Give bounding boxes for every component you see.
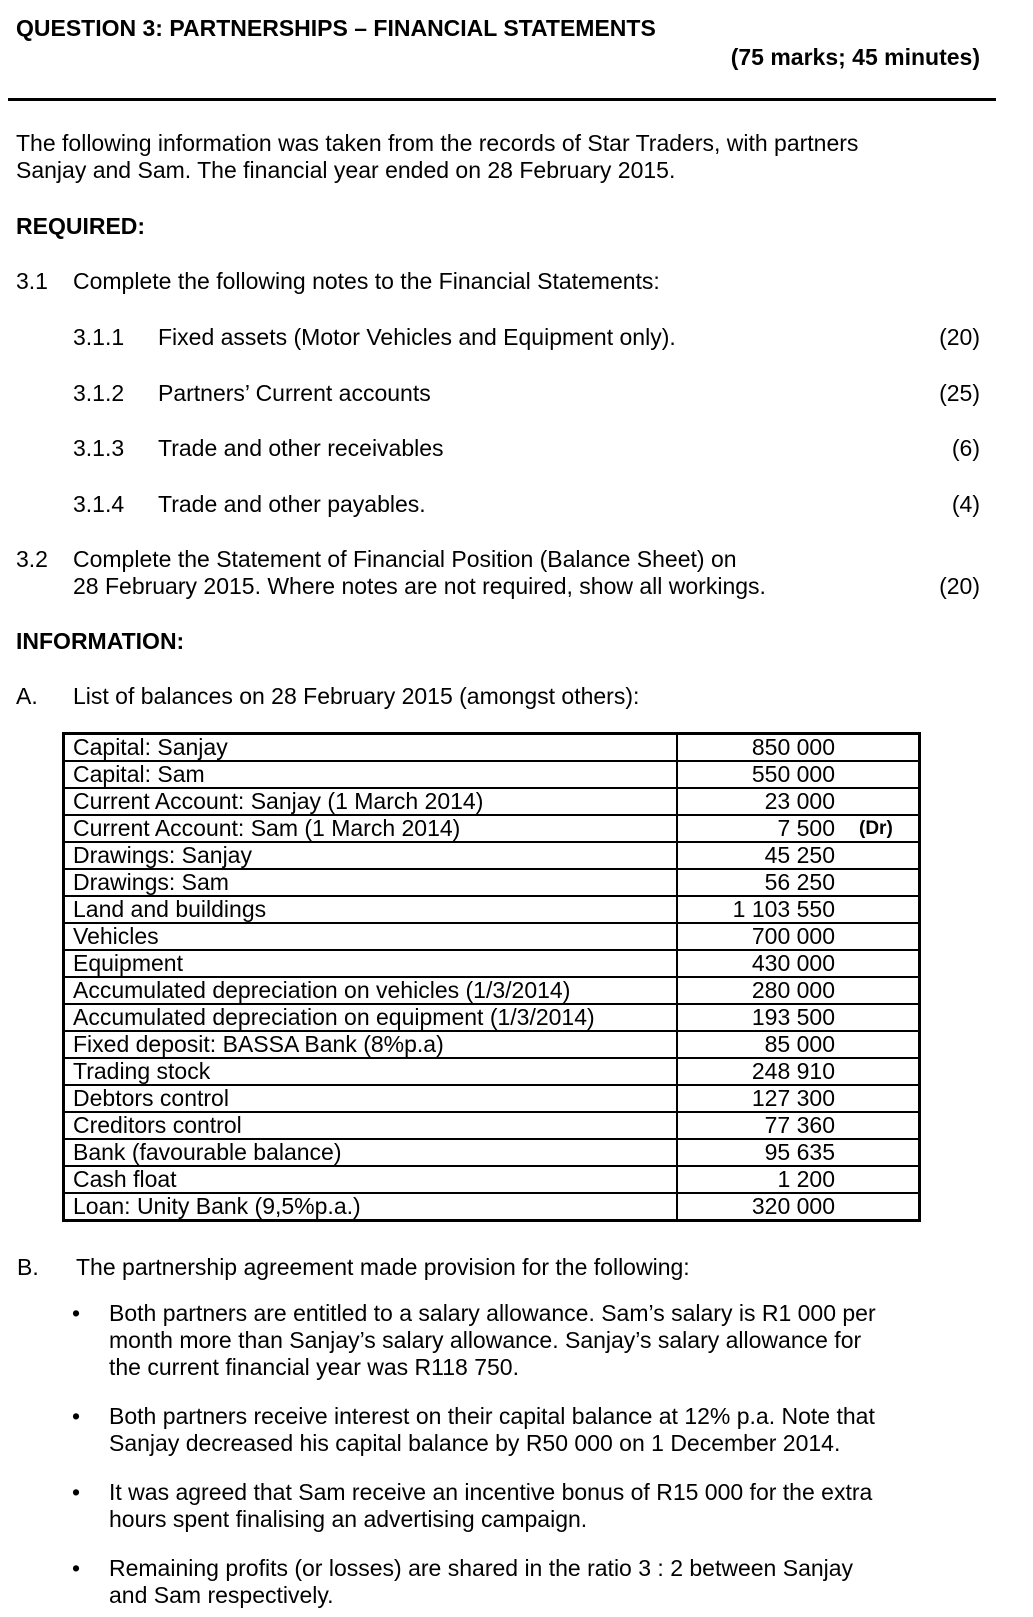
table-row bbox=[64, 761, 920, 788]
balance-description: Capital: Sanjay bbox=[64, 734, 678, 762]
balance-amount-cell bbox=[677, 842, 920, 869]
balance-amount: 95 635 bbox=[764, 1139, 835, 1165]
table-row bbox=[64, 1004, 920, 1031]
table-row bbox=[64, 1112, 920, 1139]
balance-amount: 700 000 bbox=[751, 923, 835, 949]
subitem-text: Fixed assets (Motor Vehicles and Equipment only). bbox=[158, 324, 676, 350]
balance-description: Debtors control bbox=[64, 1085, 678, 1112]
balance-amount-cell bbox=[677, 1139, 920, 1166]
table-row bbox=[64, 1166, 920, 1193]
header-divider bbox=[8, 98, 996, 101]
balance-description: Capital: Sam bbox=[64, 761, 678, 788]
balance-description: Vehicles bbox=[64, 923, 678, 950]
intro-line-1: The following information was taken from the records of Star Traders, with partners bbox=[16, 130, 859, 156]
table-row bbox=[64, 869, 920, 896]
subitem-marks: (20) bbox=[939, 324, 980, 350]
balance-amount-cell bbox=[677, 1004, 920, 1031]
bullet-icon: • bbox=[72, 1555, 81, 1581]
balance-description: Equipment bbox=[64, 950, 678, 977]
bullet-line: the current financial year was R118 750. bbox=[109, 1354, 519, 1380]
balance-amount-cell bbox=[677, 1166, 920, 1193]
table-row bbox=[64, 977, 920, 1004]
information-heading: INFORMATION: bbox=[16, 628, 185, 654]
debit-note: (Dr) bbox=[859, 818, 893, 839]
balance-amount: 248 910 bbox=[751, 1058, 835, 1084]
table-row bbox=[64, 1139, 920, 1166]
balance-amount-cell bbox=[677, 734, 920, 762]
balance-amount: 850 000 bbox=[751, 734, 835, 760]
bullet-line: It was agreed that Sam receive an incentive bonus of R15 000 for the extra bbox=[109, 1479, 873, 1505]
balance-amount: 1 200 bbox=[777, 1166, 835, 1192]
balance-amount-cell bbox=[677, 1112, 920, 1139]
info-a-label: A. bbox=[16, 683, 38, 709]
balance-amount-cell bbox=[677, 869, 920, 896]
required-heading: REQUIRED: bbox=[16, 213, 146, 239]
table-row bbox=[64, 734, 920, 762]
balance-description: Cash float bbox=[64, 1166, 678, 1193]
subitem-number: 3.1.4 bbox=[73, 491, 125, 517]
balance-amount-cell bbox=[677, 923, 920, 950]
table-row bbox=[64, 788, 920, 815]
balance-amount-cell bbox=[677, 788, 920, 815]
balance-amount: 85 000 bbox=[764, 1031, 835, 1057]
bullet-line: Sanjay decreased his capital balance by R50 000 on 1 December 2014. bbox=[109, 1430, 841, 1456]
balance-amount: 550 000 bbox=[751, 761, 835, 787]
balance-amount: 56 250 bbox=[764, 869, 835, 895]
bullet-icon: • bbox=[72, 1403, 81, 1429]
balance-description: Bank (favourable balance) bbox=[64, 1139, 678, 1166]
q31-text: Complete the following notes to the Financial Statements: bbox=[73, 268, 660, 294]
balance-amount-cell bbox=[677, 896, 920, 923]
bullet-line: Both partners receive interest on their capital balance at 12% p.a. Note that bbox=[109, 1403, 875, 1429]
q31-number: 3.1 bbox=[16, 268, 48, 294]
balance-amount: 7 500 bbox=[777, 815, 835, 841]
q32-marks: (20) bbox=[939, 573, 980, 599]
balance-amount-cell bbox=[677, 1031, 920, 1058]
balance-description: Loan: Unity Bank (9,5%p.a.) bbox=[64, 1193, 678, 1221]
balance-amount: 280 000 bbox=[751, 977, 835, 1003]
balance-amount: 193 500 bbox=[751, 1004, 835, 1030]
table-row bbox=[64, 950, 920, 977]
intro-line-2: Sanjay and Sam. The financial year ended on 28 February 2015. bbox=[16, 157, 676, 183]
table-row bbox=[64, 896, 920, 923]
table-row bbox=[64, 842, 920, 869]
subitem-text: Partners’ Current accounts bbox=[158, 380, 431, 406]
balance-amount: 23 000 bbox=[764, 788, 835, 814]
balance-description: Land and buildings bbox=[64, 896, 678, 923]
bullet-icon: • bbox=[72, 1300, 81, 1326]
subitem-text: Trade and other receivables bbox=[158, 435, 444, 461]
balance-amount-cell bbox=[677, 761, 920, 788]
table-row bbox=[64, 1193, 920, 1221]
balance-description: Fixed deposit: BASSA Bank (8%p.a) bbox=[64, 1031, 678, 1058]
bullet-icon: • bbox=[72, 1479, 81, 1505]
balances-table bbox=[62, 732, 921, 1222]
table-row bbox=[64, 923, 920, 950]
info-b-text: The partnership agreement made provision for the following: bbox=[76, 1254, 690, 1280]
table-row bbox=[64, 1031, 920, 1058]
balance-description: Accumulated depreciation on vehicles (1/3/2014) bbox=[64, 977, 678, 1004]
balance-description: Current Account: Sanjay (1 March 2014) bbox=[64, 788, 678, 815]
subitem-marks: (4) bbox=[951, 491, 980, 517]
balance-amount: 320 000 bbox=[751, 1193, 835, 1219]
table-row bbox=[64, 1085, 920, 1112]
balance-description: Current Account: Sam (1 March 2014) bbox=[64, 815, 678, 842]
subitem-text: Trade and other payables. bbox=[158, 491, 426, 517]
balance-amount-cell bbox=[677, 1085, 920, 1112]
balance-amount: 77 360 bbox=[764, 1112, 835, 1138]
q32-line-1: Complete the Statement of Financial Position (Balance Sheet) on bbox=[73, 546, 737, 572]
balance-description: Drawings: Sam bbox=[64, 869, 678, 896]
balance-amount-cell bbox=[677, 977, 920, 1004]
balance-description: Accumulated depreciation on equipment (1/3/2014) bbox=[64, 1004, 678, 1031]
balance-amount-cell bbox=[677, 950, 920, 977]
balance-amount-cell bbox=[677, 1193, 920, 1221]
q32-number: 3.2 bbox=[16, 546, 48, 572]
balance-description: Creditors control bbox=[64, 1112, 678, 1139]
balance-amount: 127 300 bbox=[751, 1085, 835, 1111]
question-title: QUESTION 3: PARTNERSHIPS – FINANCIAL STATEMENTS bbox=[16, 15, 656, 41]
bullet-line: hours spent finalising an advertising campaign. bbox=[109, 1506, 588, 1532]
total-marks: (75 marks; 45 minutes) bbox=[730, 44, 980, 70]
balance-amount: 45 250 bbox=[764, 842, 835, 868]
bullet-line: and Sam respectively. bbox=[109, 1582, 334, 1608]
bullet-line: Remaining profits (or losses) are shared in the ratio 3 : 2 between Sanjay bbox=[109, 1555, 854, 1581]
info-b-label: B. bbox=[17, 1254, 39, 1280]
subitem-marks: (25) bbox=[939, 380, 980, 406]
table-row bbox=[64, 1058, 920, 1085]
q32-line-2: 28 February 2015. Where notes are not required, show all workings. bbox=[73, 573, 766, 599]
subitem-marks: (6) bbox=[951, 435, 980, 461]
balance-description: Drawings: Sanjay bbox=[64, 842, 678, 869]
subitem-number: 3.1.3 bbox=[73, 435, 125, 461]
balance-amount-cell bbox=[677, 1058, 920, 1085]
subitem-number: 3.1.2 bbox=[73, 380, 125, 406]
bullet-line: Both partners are entitled to a salary allowance. Sam’s salary is R1 000 per bbox=[109, 1300, 876, 1326]
bullet-line: month more than Sanjay’s salary allowance. Sanjay’s salary allowance for bbox=[109, 1327, 862, 1353]
balance-amount: 1 103 550 bbox=[732, 896, 835, 922]
balance-description: Trading stock bbox=[64, 1058, 678, 1085]
balance-amount-cell bbox=[677, 815, 920, 842]
info-a-text: List of balances on 28 February 2015 (amongst others): bbox=[73, 683, 640, 709]
subitem-number: 3.1.1 bbox=[73, 324, 125, 350]
balance-amount: 430 000 bbox=[751, 950, 835, 976]
table-row bbox=[64, 815, 920, 842]
